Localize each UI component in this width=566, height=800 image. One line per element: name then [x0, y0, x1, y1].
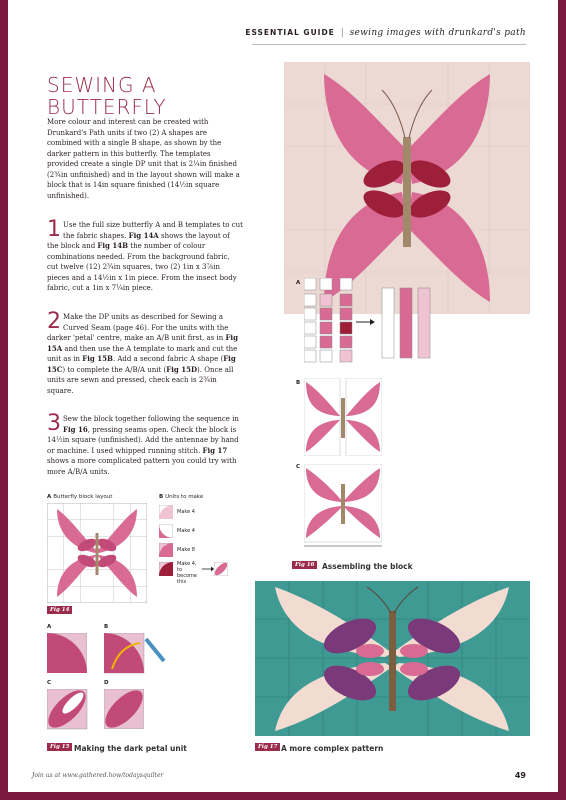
fig-ref: Fig 16	[63, 424, 88, 434]
title-line-2: BUTTERFLY	[47, 95, 167, 119]
step-text: shows a more complicated pattern you could try with more A/B/A units.	[47, 457, 237, 476]
fig14b-make-3: Make 8	[177, 547, 195, 553]
fig14a-block-layout	[47, 503, 147, 603]
step-text: Sew the block together following the sequence in	[63, 415, 239, 423]
step-text: ) to complete the A/B/A unit (	[62, 365, 167, 374]
step-text: . Add a second fabric A shape (	[112, 355, 224, 363]
fig-ref: Fig 15D	[166, 364, 198, 374]
fig16-label-a: A	[296, 280, 301, 286]
step-text: , pressing seams open. Check the block is 14½in square (unfinished). Add the antennae by hand or machine. I used whipped running stitch.	[47, 425, 239, 455]
step-text: the number of colour combinations needed. From the background fabric, cut twelve (12) 2¾in squares, two (2) 1in x 3⅞in pieces and a 14½in x 1in piece. From the insect body fabric, cut a 1in x 7¼in piece.	[47, 242, 237, 292]
butterfly-quilt-photo	[284, 62, 530, 314]
fig15-label-a: A	[47, 624, 52, 630]
step-text: Use the full size butterfly A and B templates to cut the fabric shapes.	[63, 221, 243, 240]
fig14b-arrow-icon	[202, 566, 214, 572]
fig16-label-b: B	[296, 380, 301, 386]
fig15-label-c: C	[47, 680, 52, 686]
header-rule	[252, 44, 526, 45]
footer-text: Join us at www.gathered.how/todaysquilter	[32, 772, 164, 779]
page-number: 49	[514, 771, 526, 780]
header-separator: |	[340, 28, 344, 38]
fig14b-make-1: Make 4	[177, 509, 195, 515]
fig-ref: Fig 15B	[82, 354, 113, 363]
right-border	[558, 0, 566, 800]
fig14b-unit-1	[159, 505, 173, 519]
fig14a-title: Butterfly block layout	[53, 494, 113, 500]
fig14b-title: Units to make	[165, 494, 204, 500]
fig-ref: Fig 15C	[47, 354, 236, 374]
fig15c-diagram	[47, 689, 91, 733]
fig14b-make-2: Make 4	[177, 528, 195, 534]
fig14b-unit-3	[159, 543, 173, 557]
fig-ref: Fig 14A	[128, 230, 159, 240]
fig14b-letter: B	[159, 494, 164, 500]
fig15b-diagram	[104, 633, 166, 677]
step-number: 1	[47, 217, 61, 242]
intro-paragraph: More colour and interest can be created with Drunkard's Path units if two (2) A shapes are combined with a single B shape, as shown by the darker pattern in this butterfly. The templates provided create a single DP unit that is 2¼in finished (2¾in unfinished) and in the layout shown will make a block that is 14in square finished (14½in square unfinished).	[47, 118, 240, 200]
fig16-tag: Fig 16	[292, 561, 317, 569]
fig17-caption: A more complex pattern	[281, 744, 384, 753]
page-header	[245, 28, 526, 38]
step-number: 3	[47, 411, 61, 436]
fig14a-label	[47, 494, 112, 500]
header-guide: ESSENTIAL GUIDE	[245, 28, 335, 37]
title-line-1: SEWING A	[47, 73, 157, 97]
fig15-tag: Fig 15	[47, 743, 72, 751]
step-3	[47, 411, 243, 477]
fig16-step-c-diagram	[304, 464, 382, 550]
fig14b-unit-2	[159, 524, 173, 538]
fig17-tag: Fig 17	[255, 743, 280, 751]
article-title	[47, 74, 247, 118]
step-text: shows the layout of the block and	[47, 231, 230, 250]
fig14b-unit-result	[214, 562, 228, 576]
fig14a-letter: A	[47, 494, 52, 500]
fig-ref: Fig 15A	[47, 333, 238, 353]
step-text: and then use the A template to mark and cut the unit as in	[47, 344, 238, 363]
header-topic: sewing images with drunkard's path	[349, 28, 526, 38]
fig15d-diagram	[104, 689, 144, 729]
watermark: PassionForum.ru	[473, 784, 552, 794]
fig14b-unit-4	[159, 562, 173, 576]
fig16-step-b-diagram	[304, 378, 382, 456]
fig15-label-d: D	[104, 680, 109, 686]
step-2	[47, 309, 243, 396]
fig15-label-b: B	[104, 624, 109, 630]
fig-ref: Fig 17	[202, 445, 228, 455]
fig16-caption: Assembling the block	[322, 562, 413, 571]
left-border	[0, 0, 8, 800]
fig14-tag: Fig 14	[47, 606, 72, 614]
fig-ref: Fig 14B	[97, 241, 129, 250]
fig17-complex-pattern	[255, 581, 530, 736]
fig14b-make-4: Make 4, to become this	[177, 561, 198, 585]
step-text: ). Once all units are sewn and pressed, check each is 2¾in square.	[47, 365, 234, 395]
step-number: 2	[47, 309, 61, 334]
fig15a-diagram	[47, 633, 87, 673]
step-1	[47, 217, 243, 294]
fig14b-label	[159, 494, 203, 500]
fig16-step-a-diagram	[304, 278, 434, 368]
step-text: Make the DP units as described for Sewing a Curved Seam (page 46). For the units with the darker 'petal' centre, make an A/B unit first, as in	[47, 313, 229, 342]
fig15-caption: Making the dark petal unit	[74, 744, 187, 753]
fig16-label-c: C	[296, 464, 301, 470]
